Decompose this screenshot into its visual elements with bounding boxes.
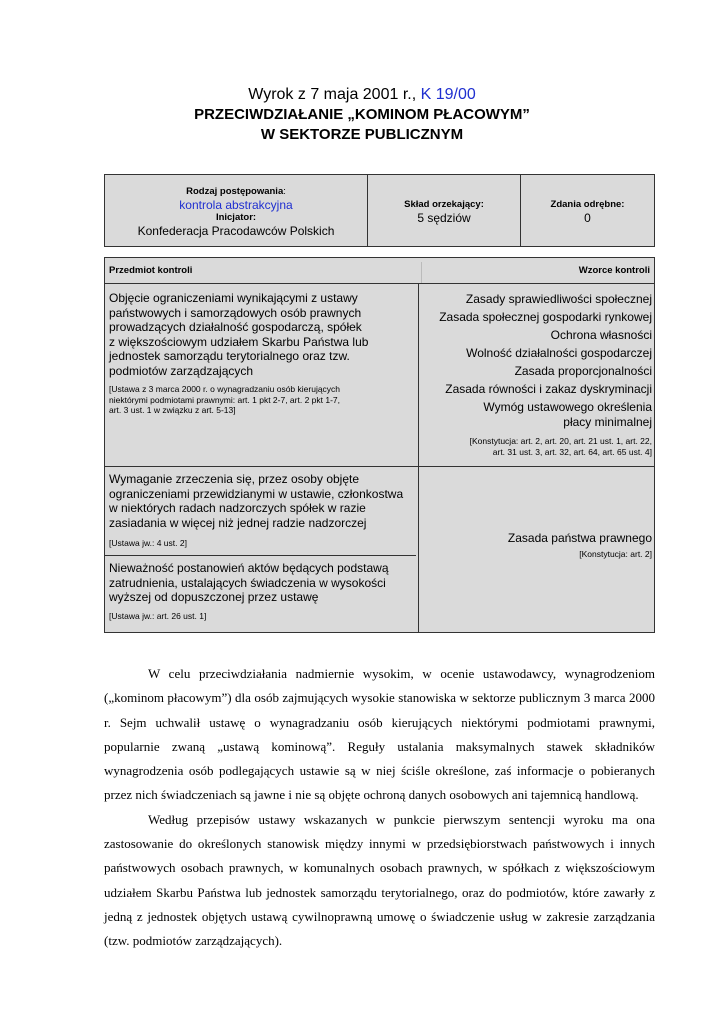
principle-item: Zasada państwa prawnego	[507, 531, 652, 545]
principle-item: Zasada proporcjonalności	[514, 364, 652, 378]
row-divider	[105, 555, 416, 556]
judgment-date: Wyrok z 7 maja 2001 r.,	[248, 86, 421, 103]
subject-row-3	[109, 561, 414, 621]
judgment-title	[0, 86, 724, 104]
standards-reference: [Konstytucja: art. 2]	[579, 548, 652, 559]
dissent-value: 0	[584, 211, 591, 225]
panel-label: Skład orzekający:	[404, 199, 484, 210]
principle-item: Wymóg ustawowego określenia	[483, 400, 652, 414]
panel-value: 5 sędziów	[417, 211, 471, 225]
standards-row-2	[423, 531, 652, 559]
principle-item: Zasada równości i zakaz dyskryminacji	[445, 382, 652, 396]
control-table	[104, 257, 655, 633]
subject-reference: [Ustawa z 3 marca 2000 r. o wynagradzaniu osób kierujących niektórymi podmiotami prawnymi: art. 1 pkt 2-7, art. 2 pkt 1-7, art. 3 ust. 1 w związku z art. 5-13]	[109, 384, 341, 415]
dissent-cell	[521, 175, 654, 246]
subtitle-line-1: PRZECIWDZIAŁANIE „KOMINOM PŁACOWYM”	[194, 106, 530, 123]
document-header	[0, 86, 724, 144]
principle-item: Wolność działalności gospodarczej	[466, 346, 652, 360]
standards-reference: [Konstytucja: art. 2, art. 20, art. 21 ust. 1, art. 22, art. 31 ust. 3, art. 32, art. 64, art. 65 ust. 4]	[469, 436, 652, 457]
case-reference-link[interactable]: K 19/00	[420, 86, 476, 103]
subject-reference: [Ustawa jw.: art. 26 ust. 1]	[109, 610, 207, 621]
principle-item: Zasady sprawiedliwości społecznej	[465, 292, 652, 306]
subject-row-2	[109, 472, 414, 549]
subject-row-1	[109, 291, 414, 416]
subject-text: Wymaganie zrzeczenia się, przez osoby objęte ograniczeniami przewidzianymi w ustawie, członkostwa w niektórych radach nadzorczych spółek w razie zasiadania w więcej niż jednej radzie nadzorczej	[109, 472, 404, 530]
subject-reference: [Ustawa jw.: 4 ust. 2]	[109, 538, 187, 548]
proceeding-label: Rodzaj postępowania	[186, 186, 284, 197]
paragraph-2: Według przepisów ustawy wskazanych w punkcie pierwszym sentencji wyroku ma ona zastosowanie do określonych stanowisk między innymi w przedsiębiorstwach państwowych i innych państwowych osobach prawnych, w komunalnych osobach prawnych, w spółkach z większościowym udziałem Skarbu Państwa lub jednostek samorządu terytorialnego, oraz do podmiotów, które zawarły z jedną z jednostek objętych ustawą cywilnoprawną umowę o świadczenie usług w zakresie zarządzania (tzw. podmiotów zarządzających).	[104, 811, 655, 949]
principle-item: Zasada społecznej gospodarki rynkowej	[439, 310, 652, 324]
initiator-value: Konfederacja Pracodawców Polskich	[137, 224, 335, 238]
subject-text: Objęcie ograniczeniami wynikającymi z ustawy państwowych i samorządowych osób prawnych prowadzących działalność gospodarczą, spółek z większościowym udziałem Skarbu Państwa lub jednostek samorządu terytorialnego oraz tzw. podmiotów zarządzających	[109, 291, 369, 378]
control-table-header	[105, 258, 654, 284]
paragraph-1: W celu przeciwdziałania nadmiernie wysokim, w ocenie ustawodawcy, wynagrodzeniom („kominom płacowym”) dla osób zajmujących wysokie stanowiska w sektorze publicznym 3 marca 2000 r. Sejm uchwalił ustawę o wynagradzaniu osób kierujących niektórymi podmiotami prawnymi, popularnie zwaną „ustawą kominową”. Reguły ustalania maksymalnych stawek składników wynagrodzenia osób podlegających ustawie są w niej ściśle określone, zaś informacje o pobieranych przez nich świadczeniach są jawne i nie są objęte ochroną danych osobowych ani tajemnicą handlową.	[104, 666, 655, 803]
subtitle-line-2: W SEKTORZE PUBLICZNYM	[260, 126, 464, 143]
subject-text: Nieważność postanowień aktów będących podstawą zatrudnienia, ustalających świadczenia w wysokości wyższej od dopuszczonej przez ustawę	[109, 561, 389, 604]
proceeding-cell: Rodzaj postępowania: kontrola abstrakcyjna Inicjator: Konfederacja Pracodawców Polskich	[105, 175, 368, 246]
principle-item: płacy minimalnej	[563, 415, 652, 429]
case-meta-box	[104, 174, 655, 247]
column-divider	[418, 284, 419, 632]
subject-header: Przedmiot kontroli	[109, 265, 193, 276]
standards-row-1	[423, 290, 652, 430]
standards-header: Wzorce kontroli	[578, 265, 650, 276]
dissent-label: Zdania odrębne:	[550, 199, 625, 210]
proceeding-value: kontrola abstrakcyjna	[179, 198, 293, 212]
panel-cell	[368, 175, 521, 246]
row-divider	[105, 466, 654, 467]
initiator-label: Inicjator:	[215, 212, 257, 223]
principle-item: Ochrona własności	[550, 328, 652, 342]
body-text	[104, 662, 655, 954]
